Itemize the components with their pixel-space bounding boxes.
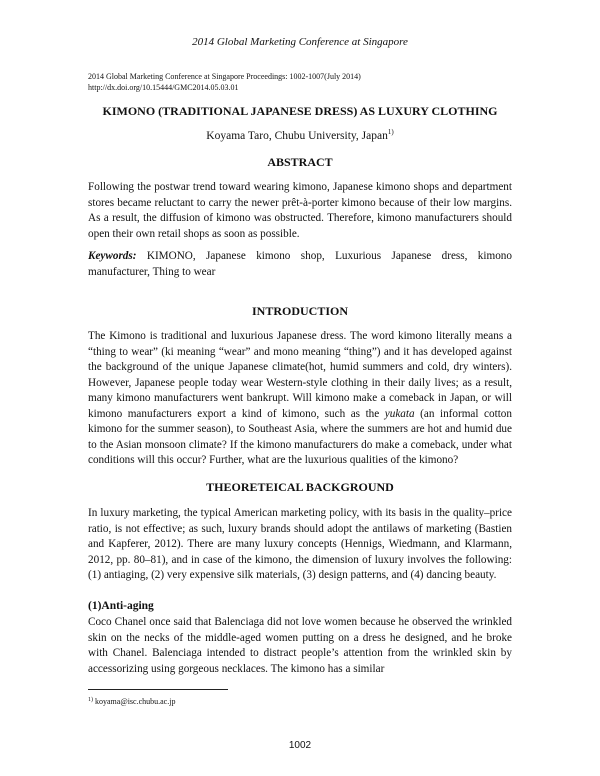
abstract-heading: ABSTRACT [267,155,333,169]
antiaging-heading: (1)Anti-aging [88,600,154,612]
introduction-heading: INTRODUCTION [251,304,348,318]
keywords-text: KIMONO, Japanese kimono shop, Luxurious Japanese dress, kimono manufacturer, Thing to wear [88,250,512,278]
theory-heading: THEORETEICAL BACKGROUND [206,480,394,494]
author-line [0,130,600,142]
introduction-text-part1: The Kimono is traditional and luxurious Japanese dress. The word kimono literally means a “thing to wear” (ki meaning “wear” and mono meaning “thing”) and it has developed against the background of the unique Japanese climate(hot, humid summers and cold, dry winters). However, Japanese people today wear Western-style clothing in their daily lives; as a result, many kimono manufacturers went bankrupt. Will kimono make a comeback in Japan, or will kimono manufacturers export a kind of kimono, such as the [88,330,512,420]
introduction-text-part2: (an informal cotton kimono for the summer season), to Southeast Asia, where the summers are hot and humid due to the Asian monsoon climate? If the kimono manufacturers do make a comeback, under what conditions will this occur? Further, what are the luxurious qualities of the kimono? [88,407,512,466]
footnote-divider [88,689,228,690]
introduction-text [88,329,512,469]
footnote [88,697,175,706]
antiaging-text: Coco Chanel once said that Balenciaga did not love women because he observed the wrinkled skin on the necks of the middle-aged women putting on a dress he designed, and he broke with Chanel. Balenciaga intended to distract people’s attention from the wrinkled skin by accessorizing using gorgeous necklaces. The kimono has a similar [88,616,512,675]
author-footnote-mark: 1) [387,128,394,136]
keywords-paragraph [88,249,512,280]
theory-text: In luxury marketing, the typical American marketing policy, with its basis in the quality–price ratio, is not effective; as such, luxury brands should adopt the antilaws of marketing (Bastien and Kapferer, 2012). There are many luxury concepts (Hennigs, Wiedmann, and Klarmann, 2012, pp. 80–81), and in case of the kimono, the dimension of luxury involves the following: (1) antiaging, (2) very expensive silk materials, (3) design patterns, and (4) dancing beauty. [88,507,512,581]
proceedings-info [88,72,361,93]
introduction-italic-term: yukata [384,407,415,420]
page-number: 1002 [288,740,312,751]
paper-title: KIMONO (TRADITIONAL JAPANESE DRESS) AS LUXURY CLOTHING [102,104,498,118]
doi-link[interactable]: http://dx.doi.org/10.15444/GMC2014.05.03.01 [88,82,239,92]
running-header: 2014 Global Marketing Conference at Singapore [192,36,408,48]
abstract-text: Following the postwar trend toward wearing kimono, Japanese kimono shops and department stores became reluctant to carry the newer prêt-à-porter kimono because of their low margins. As a result, the diffusion of kimono was obstructed. Therefore, kimono manufacturers should open their own retail shops as soon as possible. [88,181,512,240]
proceedings-citation: 2014 Global Marketing Conference at Singapore Proceedings: 1002-1007(July 2014) [88,72,361,81]
footnote-email[interactable]: koyama@isc.chubu.ac.jp [93,697,176,706]
author-name: Koyama Taro, Chubu University, Japan [206,130,388,142]
keywords-label: Keywords: [88,250,137,262]
footnote-mark: 1) [88,697,93,703]
